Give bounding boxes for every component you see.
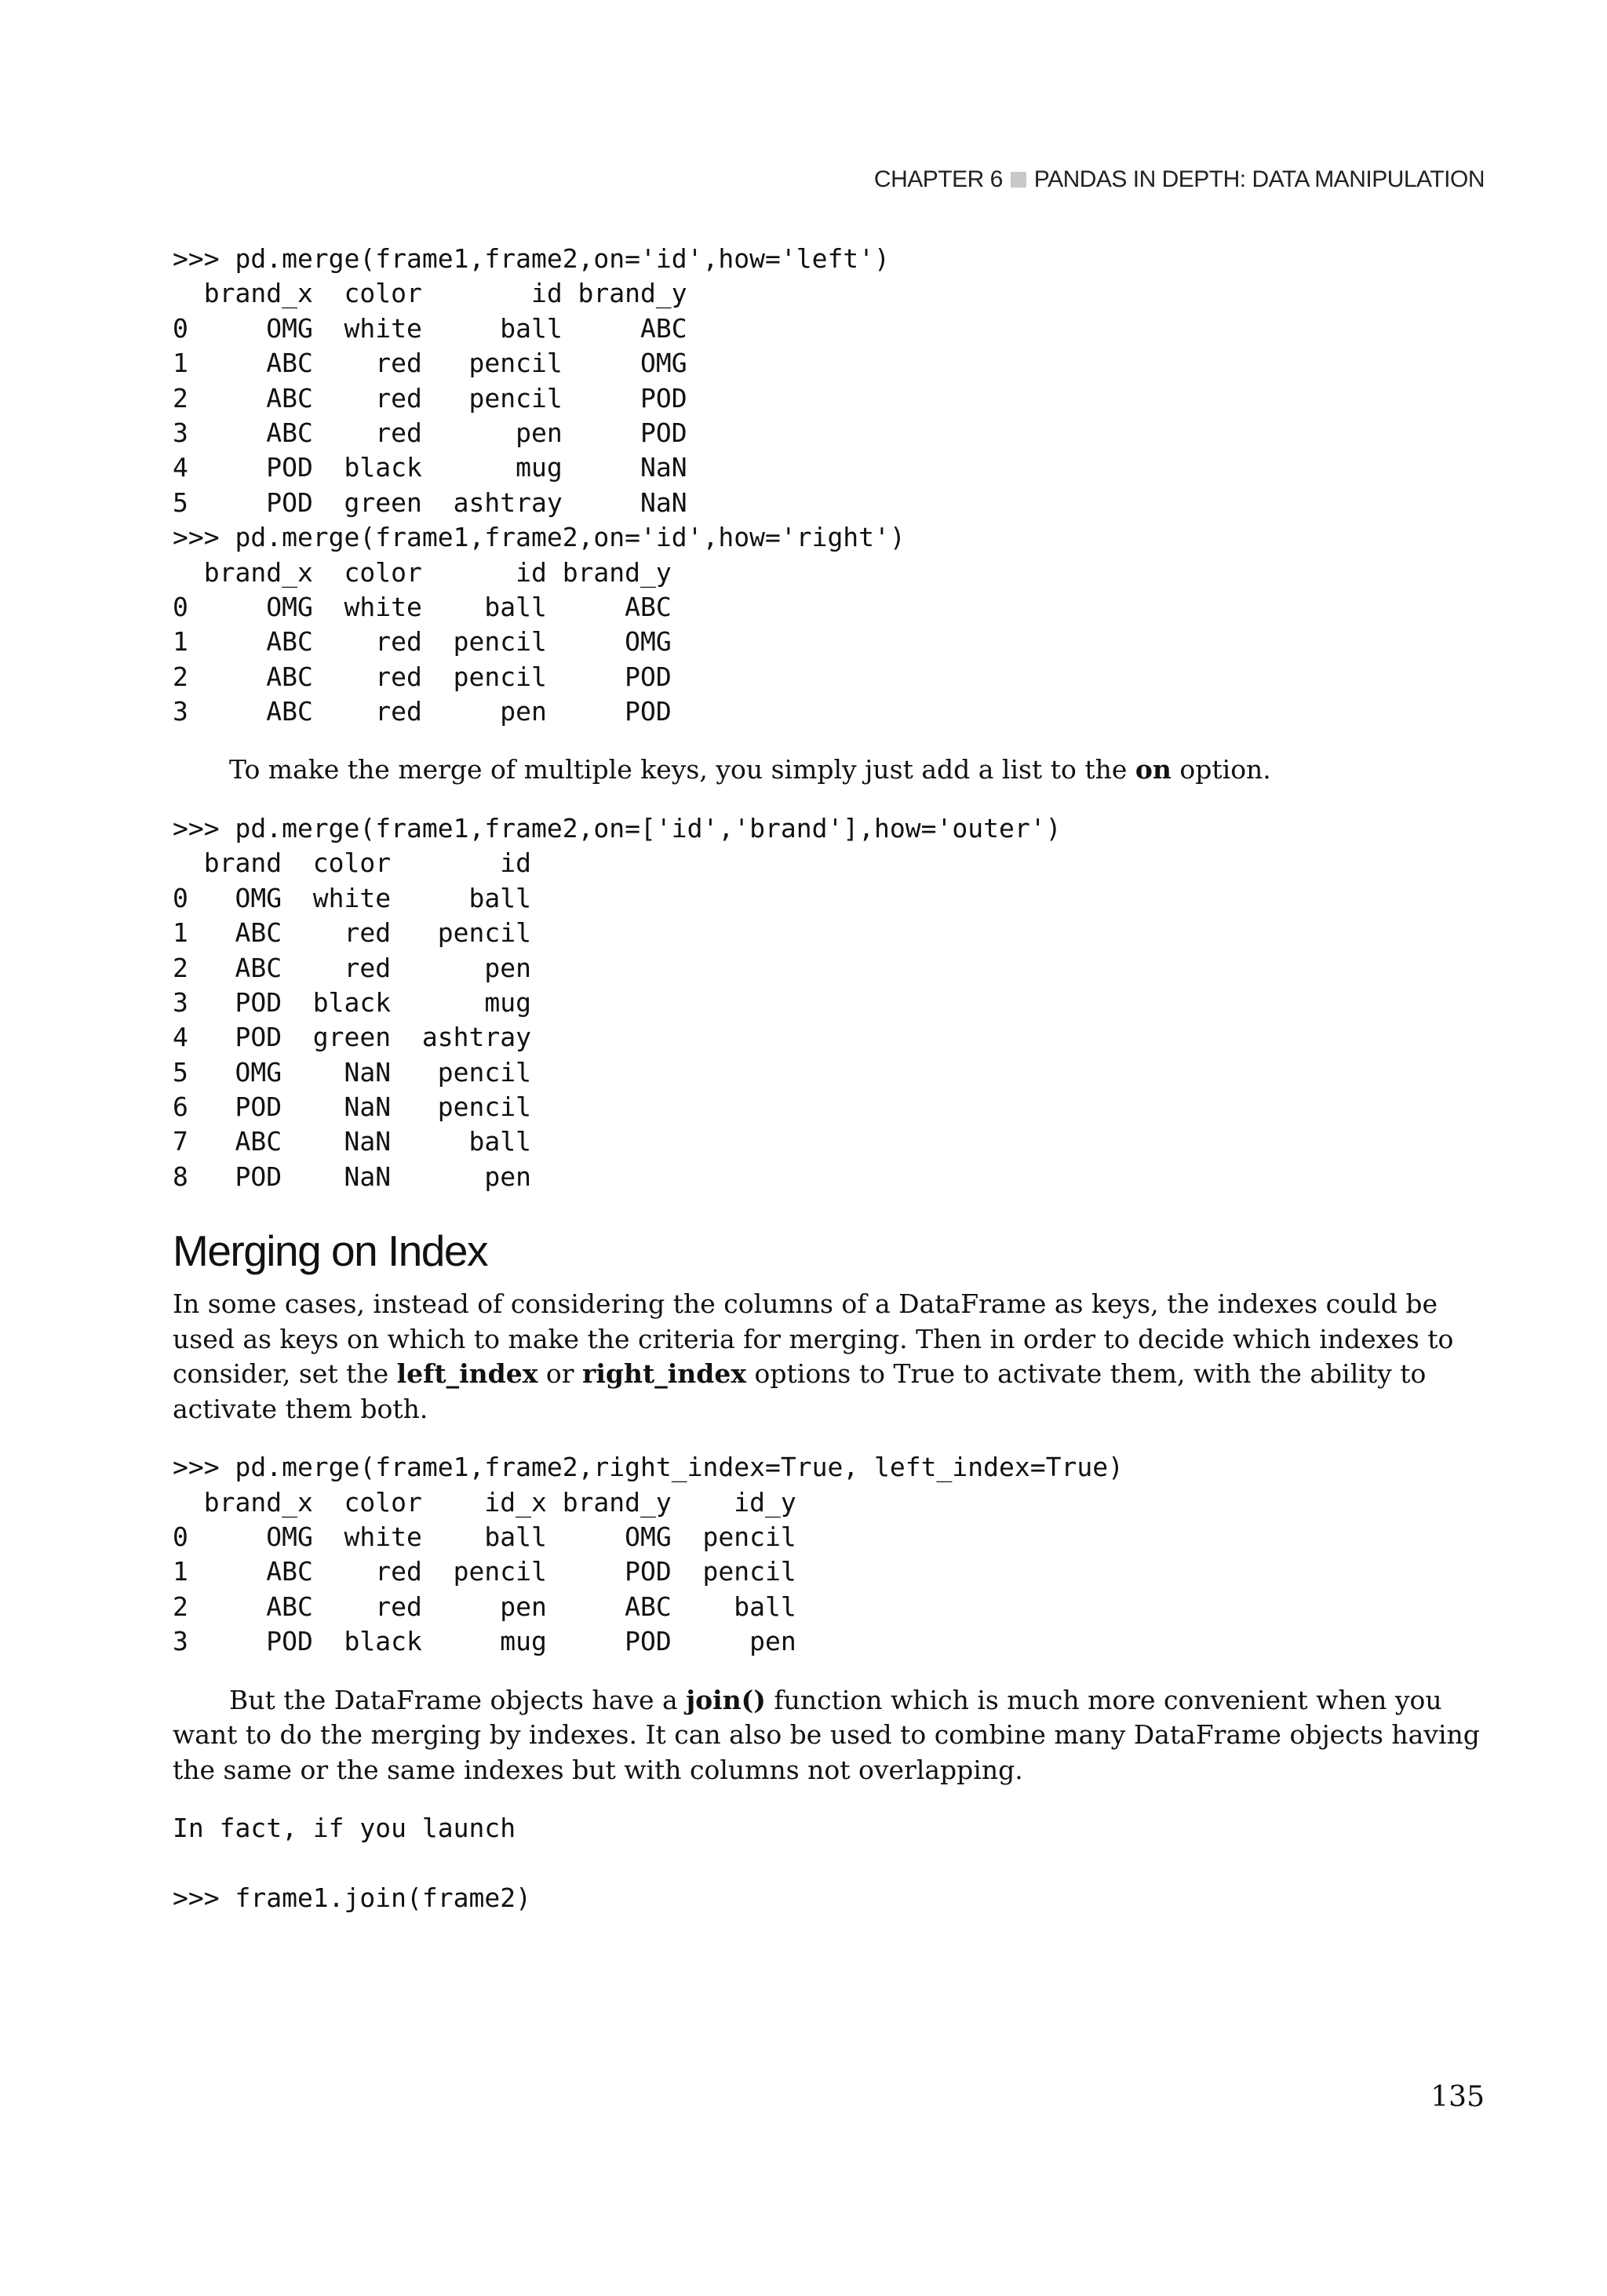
code-line: 1 ABC red pencil bbox=[173, 917, 531, 949]
code-line: 2 ABC red pencil POD bbox=[173, 382, 687, 414]
code-line: 5 POD green ashtray NaN bbox=[173, 487, 687, 518]
code-line: >>> pd.merge(frame1,frame2,right_index=True, left_index=True) bbox=[173, 1452, 1124, 1483]
paragraph-bold-term: on bbox=[1135, 754, 1172, 785]
code-line-join bbox=[173, 1881, 1485, 1915]
code-line: 6 POD NaN pencil bbox=[173, 1092, 531, 1123]
code-block-merge-index bbox=[173, 1450, 1485, 1659]
code-line: 2 ABC red pen ABC ball bbox=[173, 1591, 796, 1622]
running-header bbox=[874, 166, 1485, 193]
code-line: 1 ABC red pencil OMG bbox=[173, 348, 687, 379]
code-line: 4 POD green ashtray bbox=[173, 1022, 531, 1053]
code-line: 0 OMG white ball ABC bbox=[173, 591, 672, 622]
paragraph-text: option. bbox=[1171, 754, 1271, 785]
code-line: 3 POD black mug POD pen bbox=[173, 1626, 796, 1657]
code-line: 1 ABC red pencil OMG bbox=[173, 626, 672, 658]
code-line: 2 ABC red pen bbox=[173, 952, 531, 983]
code-line: >>> pd.merge(frame1,frame2,on='id',how='left') bbox=[173, 243, 890, 274]
code-line: >>> pd.merge(frame1,frame2,on=['id','brand'],how='outer') bbox=[173, 812, 1062, 844]
code-line: 0 OMG white ball bbox=[173, 882, 531, 913]
paragraph-text: In some cases, instead of considering the columns of a DataFrame as keys, the indexes could be used as keys on which to make the criteria for merging. Then in order to decide which indexes to consider, set the bbox=[173, 1288, 1454, 1390]
code-line: 3 ABC red pen POD bbox=[173, 696, 672, 727]
paragraph-bold-term: right_index bbox=[582, 1358, 747, 1390]
code-line: 3 ABC red pen POD bbox=[173, 417, 687, 448]
paragraph-join bbox=[173, 1683, 1485, 1788]
page-content bbox=[173, 242, 1485, 1915]
section-heading: Merging on Index bbox=[173, 1226, 487, 1276]
code-block-merge-outer bbox=[173, 811, 1485, 1194]
paragraph-multiple-keys bbox=[173, 753, 1485, 788]
chapter-title: PANDAS IN DEPTH: DATA MANIPULATION bbox=[1033, 166, 1485, 192]
paragraph-bold-term: join() bbox=[686, 1684, 766, 1715]
code-line: brand color id bbox=[173, 847, 531, 879]
paragraph-index-merge bbox=[173, 1287, 1485, 1427]
paragraph-text: To make the merge of multiple keys, you simply just add a list to the bbox=[229, 754, 1135, 785]
code-line: 7 ABC NaN ball bbox=[173, 1126, 531, 1157]
code-line: >>> pd.merge(frame1,frame2,on='id',how='right') bbox=[173, 522, 906, 553]
code-line: 4 POD black mug NaN bbox=[173, 452, 687, 483]
code-line: In fact, if you launch bbox=[173, 1813, 516, 1844]
code-line-in-fact bbox=[173, 1811, 1485, 1846]
paragraph-text: function which is much more convenient when you want to do the merging by indexes. It can also be used to combine many DataFrame objects having the same or the same indexes but with columns not overlapping. bbox=[173, 1684, 1480, 1785]
code-line: brand_x color id brand_y bbox=[173, 278, 687, 309]
code-line: brand_x color id brand_y bbox=[173, 556, 672, 588]
header-separator-square bbox=[1011, 172, 1026, 188]
chapter-label: CHAPTER 6 bbox=[873, 166, 1003, 192]
code-line: >>> frame1.join(frame2) bbox=[173, 1882, 531, 1913]
code-block-merge-left-right bbox=[173, 242, 1485, 729]
paragraph-text: options to True to activate them, with the ability to activate them both. bbox=[173, 1358, 1427, 1424]
page-number: 135 bbox=[1430, 2081, 1485, 2113]
paragraph-bold-term: left_index bbox=[396, 1358, 538, 1390]
code-line: 1 ABC red pencil POD pencil bbox=[173, 1556, 796, 1587]
code-line: 2 ABC red pencil POD bbox=[173, 661, 672, 692]
code-line: 8 POD NaN pen bbox=[173, 1161, 531, 1192]
code-line: 3 POD black mug bbox=[173, 986, 531, 1018]
paragraph-text: But the DataFrame objects have a bbox=[229, 1684, 687, 1715]
paragraph-text: or bbox=[537, 1358, 582, 1390]
code-line: 5 OMG NaN pencil bbox=[173, 1056, 531, 1088]
code-line: 0 OMG white ball OMG pencil bbox=[173, 1522, 796, 1553]
code-line: 0 OMG white ball ABC bbox=[173, 312, 687, 344]
code-line: brand_x color id_x brand_y id_y bbox=[173, 1486, 796, 1518]
